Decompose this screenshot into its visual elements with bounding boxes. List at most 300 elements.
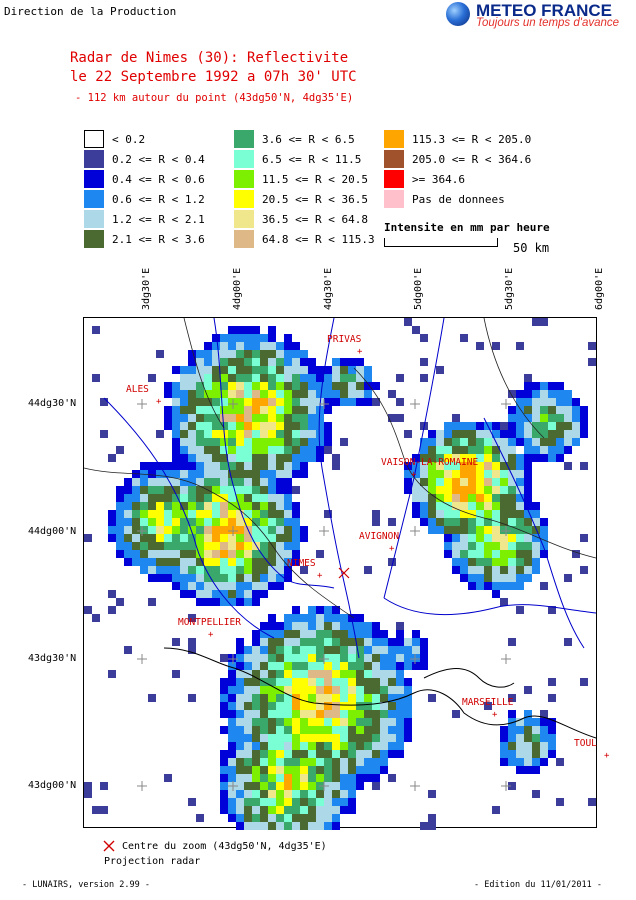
reflectivity-cell [172, 502, 180, 510]
reflectivity-cell [188, 582, 196, 590]
reflectivity-cell [276, 422, 284, 430]
reflectivity-cell [276, 710, 284, 718]
reflectivity-cell [356, 398, 364, 406]
reflectivity-cell [172, 446, 180, 454]
reflectivity-cell [348, 646, 356, 654]
reflectivity-cell [180, 582, 188, 590]
reflectivity-cell [228, 798, 236, 806]
reflectivity-cell [556, 414, 564, 422]
reflectivity-cell [292, 446, 300, 454]
reflectivity-cell [244, 822, 252, 830]
reflectivity-cell [228, 526, 236, 534]
reflectivity-cell [388, 662, 396, 670]
reflectivity-cell [140, 478, 148, 486]
reflectivity-cell [292, 670, 300, 678]
reflectivity-cell [332, 454, 340, 462]
reflectivity-cell [172, 638, 180, 646]
reflectivity-cell [188, 470, 196, 478]
reflectivity-cell [260, 566, 268, 574]
reflectivity-cell [180, 590, 188, 598]
reflectivity-cell [316, 654, 324, 662]
reflectivity-cell [148, 574, 156, 582]
legend-swatch [384, 190, 404, 208]
legend-swatch [234, 150, 254, 168]
reflectivity-cell [380, 646, 388, 654]
reflectivity-cell [252, 686, 260, 694]
reflectivity-cell [332, 654, 340, 662]
reflectivity-cell [116, 486, 124, 494]
reflectivity-cell [532, 390, 540, 398]
reflectivity-cell [236, 542, 244, 550]
longitude-label: 5dg00'E [413, 267, 424, 310]
reflectivity-cell [348, 670, 356, 678]
reflectivity-cell [268, 654, 276, 662]
reflectivity-cell [324, 806, 332, 814]
reflectivity-cell [492, 494, 500, 502]
reflectivity-cell [284, 510, 292, 518]
legend-swatch [234, 190, 254, 208]
reflectivity-cell [524, 374, 532, 382]
reflectivity-cell [268, 414, 276, 422]
reflectivity-cell [348, 374, 356, 382]
reflectivity-cell [220, 750, 228, 758]
reflectivity-cell [364, 670, 372, 678]
scale-bar [384, 238, 498, 247]
reflectivity-cells [84, 318, 596, 830]
reflectivity-cell [436, 518, 444, 526]
reflectivity-cell [380, 766, 388, 774]
reflectivity-cell [308, 774, 316, 782]
reflectivity-cell [436, 470, 444, 478]
reflectivity-cell [252, 694, 260, 702]
longitude-label: 4dg00'E [232, 267, 243, 310]
reflectivity-cell [196, 406, 204, 414]
reflectivity-cell [396, 654, 404, 662]
reflectivity-cell [284, 622, 292, 630]
radar-map[interactable] [83, 317, 610, 828]
reflectivity-cell [308, 790, 316, 798]
reflectivity-cell [268, 798, 276, 806]
reflectivity-cell [220, 414, 228, 422]
reflectivity-cell [532, 382, 540, 390]
reflectivity-cell [140, 566, 148, 574]
reflectivity-cell [276, 526, 284, 534]
reflectivity-cell [292, 750, 300, 758]
reflectivity-cell [484, 454, 492, 462]
reflectivity-cell [556, 382, 564, 390]
reflectivity-cell [308, 638, 316, 646]
reflectivity-cell [252, 702, 260, 710]
reflectivity-cell [300, 814, 308, 822]
reflectivity-cell [396, 622, 404, 630]
reflectivity-cell [300, 438, 308, 446]
reflectivity-cell [268, 646, 276, 654]
reflectivity-cell [284, 550, 292, 558]
reflectivity-cell [348, 678, 356, 686]
reflectivity-cell [372, 382, 380, 390]
reflectivity-cell [220, 582, 228, 590]
reflectivity-cell [244, 758, 252, 766]
reflectivity-cell [332, 686, 340, 694]
reflectivity-cell [404, 654, 412, 662]
reflectivity-cell [500, 598, 508, 606]
reflectivity-cell [196, 350, 204, 358]
reflectivity-cell [380, 750, 388, 758]
legend-swatch [234, 210, 254, 228]
reflectivity-cell [204, 342, 212, 350]
reflectivity-cell [252, 382, 260, 390]
reflectivity-cell [276, 822, 284, 830]
reflectivity-cell [356, 382, 364, 390]
reflectivity-cell [196, 470, 204, 478]
reflectivity-cell [476, 518, 484, 526]
reflectivity-cell [316, 550, 324, 558]
reflectivity-cell [364, 662, 372, 670]
reflectivity-cell [252, 782, 260, 790]
reflectivity-cell [500, 526, 508, 534]
reflectivity-cell [508, 710, 516, 718]
reflectivity-cell [252, 366, 260, 374]
reflectivity-cell [276, 718, 284, 726]
reflectivity-cell [300, 782, 308, 790]
reflectivity-cell [124, 494, 132, 502]
reflectivity-cell [276, 694, 284, 702]
reflectivity-cell [164, 414, 172, 422]
reflectivity-cell [252, 630, 260, 638]
reflectivity-cell [420, 822, 428, 830]
reflectivity-cell [172, 382, 180, 390]
city-marker: + [604, 751, 610, 761]
reflectivity-cell [292, 470, 300, 478]
reflectivity-cell [412, 510, 420, 518]
reflectivity-cell [308, 806, 316, 814]
reflectivity-cell [428, 446, 436, 454]
reflectivity-cell [236, 822, 244, 830]
reflectivity-cell [564, 422, 572, 430]
reflectivity-cell [532, 446, 540, 454]
reflectivity-cell [156, 542, 164, 550]
reflectivity-cell [236, 646, 244, 654]
reflectivity-cell [244, 678, 252, 686]
reflectivity-cell [292, 814, 300, 822]
reflectivity-cell [212, 342, 220, 350]
reflectivity-cell [252, 646, 260, 654]
reflectivity-cell [252, 750, 260, 758]
reflectivity-cell [308, 734, 316, 742]
reflectivity-cell [316, 798, 324, 806]
reflectivity-cell [228, 438, 236, 446]
reflectivity-cell [516, 342, 524, 350]
reflectivity-cell [188, 638, 196, 646]
reflectivity-cell [524, 574, 532, 582]
reflectivity-cell [212, 502, 220, 510]
reflectivity-cell [332, 758, 340, 766]
reflectivity-cell [532, 454, 540, 462]
reflectivity-cell [140, 510, 148, 518]
reflectivity-cell [236, 398, 244, 406]
reflectivity-cell [268, 366, 276, 374]
reflectivity-cell [540, 734, 548, 742]
reflectivity-cell [548, 750, 556, 758]
reflectivity-cell [516, 574, 524, 582]
city-label: TOUL [574, 738, 597, 749]
reflectivity-cell [292, 358, 300, 366]
reflectivity-cell [252, 710, 260, 718]
reflectivity-cell [196, 526, 204, 534]
reflectivity-cell [84, 534, 92, 542]
reflectivity-cell [356, 726, 364, 734]
reflectivity-cell [284, 438, 292, 446]
reflectivity-cell [468, 486, 476, 494]
reflectivity-cell [196, 574, 204, 582]
title-line-2: le 22 Septembre 1992 a 07h 30' UTC [70, 69, 357, 85]
reflectivity-cell [308, 390, 316, 398]
reflectivity-cell [188, 502, 196, 510]
reflectivity-cell [580, 430, 588, 438]
reflectivity-cell [236, 414, 244, 422]
reflectivity-cell [340, 390, 348, 398]
reflectivity-cell [452, 542, 460, 550]
reflectivity-cell [268, 790, 276, 798]
reflectivity-cell [316, 662, 324, 670]
reflectivity-cell [268, 694, 276, 702]
reflectivity-cell [260, 750, 268, 758]
reflectivity-cell [516, 758, 524, 766]
reflectivity-cell [436, 478, 444, 486]
reflectivity-cell [260, 590, 268, 598]
reflectivity-cell [532, 502, 540, 510]
reflectivity-cell [324, 694, 332, 702]
reflectivity-cell [284, 334, 292, 342]
reflectivity-cell [316, 430, 324, 438]
reflectivity-cell [468, 534, 476, 542]
reflectivity-cell [164, 390, 172, 398]
reflectivity-cell [332, 710, 340, 718]
reflectivity-cell [332, 782, 340, 790]
reflectivity-cell [132, 486, 140, 494]
reflectivity-cell [356, 366, 364, 374]
reflectivity-cell [164, 542, 172, 550]
reflectivity-cell [476, 558, 484, 566]
reflectivity-cell [364, 694, 372, 702]
reflectivity-cell [252, 398, 260, 406]
reflectivity-cell [220, 798, 228, 806]
reflectivity-cell [148, 558, 156, 566]
reflectivity-cell [492, 582, 500, 590]
reflectivity-cell [228, 718, 236, 726]
legend-label: < 0.2 [112, 133, 146, 146]
reflectivity-cell [364, 398, 372, 406]
reflectivity-cell [492, 806, 500, 814]
reflectivity-cell [236, 454, 244, 462]
reflectivity-cell [148, 486, 156, 494]
reflectivity-cell [340, 750, 348, 758]
reflectivity-cell [540, 454, 548, 462]
reflectivity-cell [300, 526, 308, 534]
reflectivity-cell [572, 398, 580, 406]
reflectivity-cell [484, 470, 492, 478]
reflectivity-cell [292, 742, 300, 750]
reflectivity-cell [292, 710, 300, 718]
reflectivity-cell [228, 598, 236, 606]
reflectivity-cell [516, 518, 524, 526]
reflectivity-cell [236, 478, 244, 486]
reflectivity-cell [228, 574, 236, 582]
reflectivity-cell [252, 534, 260, 542]
reflectivity-cell [460, 566, 468, 574]
reflectivity-cell [364, 646, 372, 654]
reflectivity-cell [332, 750, 340, 758]
reflectivity-cell [284, 462, 292, 470]
reflectivity-cell [236, 558, 244, 566]
reflectivity-cell [364, 390, 372, 398]
reflectivity-cell [372, 758, 380, 766]
reflectivity-cell [420, 510, 428, 518]
reflectivity-cell [220, 526, 228, 534]
reflectivity-cell [348, 774, 356, 782]
reflectivity-cell [236, 470, 244, 478]
legend-label: 64.8 <= R < 115.3 [262, 233, 375, 246]
reflectivity-cell [284, 398, 292, 406]
reflectivity-cell [308, 750, 316, 758]
reflectivity-cell [140, 494, 148, 502]
reflectivity-cell [292, 502, 300, 510]
reflectivity-cell [220, 406, 228, 414]
reflectivity-cell [244, 790, 252, 798]
reflectivity-cell [436, 446, 444, 454]
reflectivity-cell [516, 462, 524, 470]
globe-icon [446, 2, 470, 26]
reflectivity-cell [268, 822, 276, 830]
reflectivity-cell [164, 510, 172, 518]
reflectivity-cell [388, 646, 396, 654]
reflectivity-cell [324, 622, 332, 630]
reflectivity-cell [516, 726, 524, 734]
reflectivity-cell [260, 782, 268, 790]
reflectivity-cell [180, 542, 188, 550]
reflectivity-cell [236, 790, 244, 798]
reflectivity-cell [476, 574, 484, 582]
reflectivity-cell [300, 350, 308, 358]
reflectivity-cell [492, 566, 500, 574]
reflectivity-cell [532, 750, 540, 758]
reflectivity-cell [220, 694, 228, 702]
reflectivity-cell [108, 670, 116, 678]
reflectivity-cell [372, 766, 380, 774]
reflectivity-cell [460, 422, 468, 430]
reflectivity-cell [180, 438, 188, 446]
reflectivity-cell [292, 622, 300, 630]
reflectivity-cell [172, 486, 180, 494]
reflectivity-cell [220, 502, 228, 510]
reflectivity-cell [284, 822, 292, 830]
reflectivity-cell [532, 510, 540, 518]
reflectivity-cell [252, 478, 260, 486]
reflectivity-cell [340, 678, 348, 686]
reflectivity-cell [212, 406, 220, 414]
reflectivity-cell [332, 366, 340, 374]
reflectivity-cell [292, 462, 300, 470]
reflectivity-cell [380, 678, 388, 686]
reflectivity-cell [316, 718, 324, 726]
reflectivity-cell [340, 614, 348, 622]
reflectivity-cell [220, 678, 228, 686]
reflectivity-cell [284, 382, 292, 390]
reflectivity-cell [468, 478, 476, 486]
intensity-title: Intensite en mm par heure [384, 221, 550, 234]
reflectivity-cell [148, 470, 156, 478]
reflectivity-cell [172, 518, 180, 526]
reflectivity-cell [188, 414, 196, 422]
legend-label: 3.6 <= R < 6.5 [262, 133, 355, 146]
reflectivity-cell [156, 526, 164, 534]
reflectivity-cell [124, 526, 132, 534]
reflectivity-cell [548, 422, 556, 430]
reflectivity-cell [308, 406, 316, 414]
reflectivity-cell [212, 590, 220, 598]
legend-swatch [84, 170, 104, 188]
reflectivity-cell [236, 342, 244, 350]
cross-icon [103, 840, 115, 852]
reflectivity-cell [324, 630, 332, 638]
reflectivity-cell [188, 454, 196, 462]
reflectivity-cell [276, 630, 284, 638]
reflectivity-cell [268, 518, 276, 526]
reflectivity-cell [532, 790, 540, 798]
reflectivity-cell [268, 326, 276, 334]
reflectivity-cell [284, 454, 292, 462]
reflectivity-cell [340, 686, 348, 694]
reflectivity-cell [236, 430, 244, 438]
reflectivity-cell [292, 430, 300, 438]
city-marker: + [156, 397, 162, 407]
latitude-label: 44dg00'N [28, 526, 77, 537]
reflectivity-cell [196, 462, 204, 470]
reflectivity-cell [260, 358, 268, 366]
reflectivity-cell [268, 806, 276, 814]
reflectivity-cell [244, 454, 252, 462]
reflectivity-cell [124, 478, 132, 486]
reflectivity-cell [156, 502, 164, 510]
reflectivity-cell [508, 750, 516, 758]
reflectivity-cell [220, 710, 228, 718]
reflectivity-cell [228, 398, 236, 406]
reflectivity-cell [324, 734, 332, 742]
reflectivity-cell [484, 446, 492, 454]
reflectivity-cell [300, 462, 308, 470]
reflectivity-cell [260, 814, 268, 822]
reflectivity-cell [228, 550, 236, 558]
reflectivity-cell [548, 390, 556, 398]
reflectivity-cell [396, 630, 404, 638]
reflectivity-cell [332, 398, 340, 406]
reflectivity-cell [164, 382, 172, 390]
reflectivity-cell [276, 782, 284, 790]
reflectivity-cell [92, 326, 100, 334]
reflectivity-cell [284, 486, 292, 494]
reflectivity-cell [204, 406, 212, 414]
reflectivity-cell [444, 422, 452, 430]
reflectivity-cell [228, 358, 236, 366]
reflectivity-cell [140, 542, 148, 550]
reflectivity-cell [244, 574, 252, 582]
reflectivity-cell [564, 462, 572, 470]
reflectivity-cell [260, 622, 268, 630]
reflectivity-cell [172, 438, 180, 446]
reflectivity-cell [452, 494, 460, 502]
reflectivity-cell [468, 438, 476, 446]
reflectivity-cell [148, 526, 156, 534]
